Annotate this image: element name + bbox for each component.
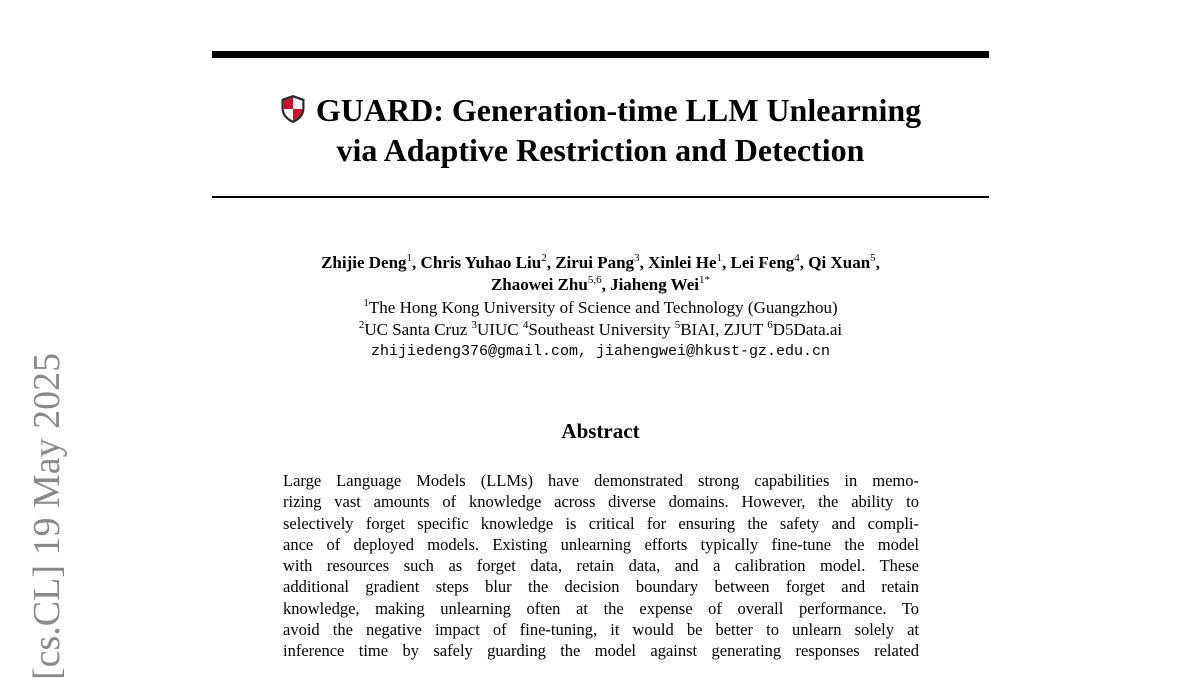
author-affil-sup: 3 [634,252,640,264]
abstract-line: avoid the negative impact of fine-tuning, it would be better to unlearn solely at [283,620,919,640]
author-name: Jiaheng Wei [610,275,700,294]
author-list [212,252,989,296]
author-separator: , [799,253,809,272]
author-name: Zirui Pang [555,253,635,272]
author-separator: , [546,253,556,272]
author-name: Chris Yuhao Liu [420,253,542,272]
abstract-line: additional gradient steps blur the decision boundary between forget and retain [283,577,919,597]
affiliation-line-1 [212,297,989,319]
author-name: Zhijie Deng [321,253,407,272]
author-line-2 [212,274,989,296]
affil-sup: 3 [471,319,478,331]
affil-text: Southeast University [528,320,675,339]
abstract-line: Large Language Models (LLMs) have demonstrated strong capabilities in memo- [283,471,919,490]
author-affil-sup: 1* [699,274,711,286]
arxiv-side-stamp: [cs.CL] 19 May 2025 [26,352,68,680]
author-separator: , [722,253,731,272]
author-name: Qi Xuan [808,253,871,272]
author-line-1 [212,252,989,274]
author-name: Zhaowei Zhu [490,275,588,294]
author-name: Xinlei He [648,253,717,272]
title-top-rule [212,51,989,58]
abstract-line: rizing vast amounts of knowledge across diverse domains. However, the ability to [283,492,919,512]
author-affil-sup: 2 [541,252,547,264]
affil-sup: 5 [674,319,681,331]
author-affil-sup: 5,6 [587,274,602,286]
abstract-heading: Abstract [561,419,640,443]
abstract-line: inference time by safely guarding the model against generating responses related [283,641,919,661]
affiliations [212,297,989,341]
affil-sup: 2 [358,319,365,331]
affiliation-line-2 [212,319,989,341]
affil-sup: 6 [767,319,773,331]
author-emails: zhijiedeng376@gmail.com, jiahengwei@hkust-gz.edu.cn [370,343,831,360]
title-line-2: via Adaptive Restriction and Detection [336,132,865,168]
title-bottom-rule [212,196,989,198]
abstract-line: with resources such as forget data, retain data, and a calibration model. These [283,556,919,576]
affil-text: UC Santa Cruz [364,320,472,339]
abstract-body [283,470,919,662]
author-affil-sup: 4 [794,252,800,264]
affil-text: The Hong Kong University of Science and Technology (Guangzhou) [368,298,838,317]
author-separator: , [875,253,880,272]
affil-sup: 4 [522,319,529,331]
paper-title [212,90,989,170]
title-line-1 [212,90,989,130]
title-text-1: GUARD: Generation-time LLM Unlearning [315,92,922,128]
author-separator: , [601,275,611,294]
author-separator: , [412,253,421,272]
author-affil-sup: 1 [716,252,723,264]
affil-text: D5Data.ai [772,320,843,339]
author-separator: , [639,253,649,272]
abstract-line: knowledge, making unlearning often at the expense of overall performance. To [283,598,919,618]
author-affil-sup: 5 [870,252,876,264]
shield-icon [280,94,306,124]
abstract-line: ance of deployed models. Existing unlearning efforts typically fine-tune the model [283,534,919,554]
affil-sup: 1 [363,297,369,309]
affil-text: BIAI, ZJUT [680,320,768,339]
author-name: Lei Feng [730,253,795,272]
author-affil-sup: 1 [406,252,413,264]
affil-text: UIUC [477,320,523,339]
abstract-line: selectively forget specific knowledge is critical for ensuring the safety and compli- [283,513,919,533]
